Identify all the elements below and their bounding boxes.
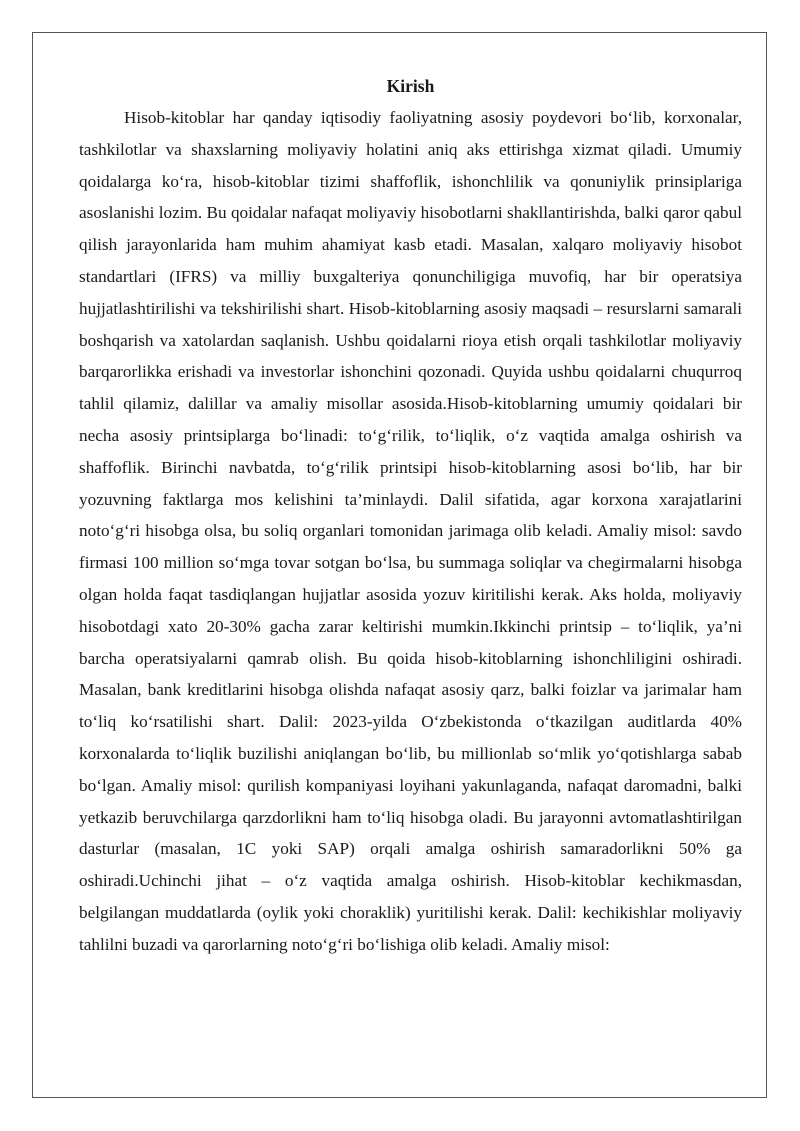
document-paragraph: Hisob-kitoblar har qanday iqtisodiy faoliyatning asosiy poydevori bo‘lib, korxonalar, tashkilotlar va shaxslarning moliyaviy holatini aniq aks ettirishga xizmat qiladi. Umumiy qoidalarga ko‘ra, hisob-kitoblar tizimi shaffoflik, ishonchlilik va qonuniylik prinsiplariga asoslanishi lozim. Bu qoidalar nafaqat moliyaviy hisobotlarni shakllantirishda, balki qaror qabul qilish jarayonlarida ham muhim ahamiyat kasb etadi. Masalan, xalqaro moliyaviy hisobot standartlari (IFRS) va milliy buxgalteriya qonunchiligiga muvofiq, har bir operatsiya hujjatlashtirilishi va tekshirilishi shart. Hisob-kitoblarning asosiy maqsadi – resurslarni samarali boshqarish va xatolardan saqlanish. Ushbu qoidalarni rioya etish orqali tashkilotlar moliyaviy barqarorlikka erishadi va investorlar ishonchini qozonadi. Quyida ushbu qoidalarni chuqurroq tahlil qilamiz, dalillar va amaliy misollar asosida.Hisob-kitoblarning umumiy qoidalari bir necha asosiy printsiplarga bo‘linadi: to‘g‘rilik, to‘liqlik, o‘z vaqtida amalga oshirish va shaffoflik. Birinchi navbatda, to‘g‘rilik printsipi hisob-kitoblarning asosi bo‘lib, har bir yozuvning faktlarga mos kelishini ta’minlaydi. Dalil sifatida, agar korxona xarajatlarini noto‘g‘ri hisobga olsa, bu soliq organlari tomonidan jarimaga olib keladi. Amaliy misol: savdo firmasi 100 million so‘mga tovar sotgan bo‘lsa, bu summaga soliqlar va chegirmalarni hisobga olgan holda faqat tasdiqlangan hujjatlar asosida yozuv kiritilishi kerak. Aks holda, moliyaviy hisobotdagi xato 20-30% gacha zarar keltirishi mumkin.Ikkinchi printsip – to‘liqlik, ya’ni barcha operatsiyalarni qamrab olish. Bu qoida hisob-kitoblarning ishonchliligini oshiradi. Masalan, bank kreditlarini hisobga olishda nafaqat asosiy qarz, balki foizlar va jarimalar ham to‘liq ko‘rsatilishi shart. Dalil: 2023-yilda O‘zbekistonda o‘tkazilgan auditlarda 40% korxonalarda to‘liqlik buzilishi aniqlangan bo‘lib, bu millionlab so‘mlik yo‘qotishlarga sabab bo‘lgan. Amaliy misol: qurilish kompaniyasi loyihani yakunlaganda, nafaqat daromadni, balki yetkazib beruvchilarga qarzdorlikni ham to‘liq hisobga oladi. Bu jarayonni avtomatlashtirilgan dasturlar (masalan, 1C yoki SAP) orqali amalga oshirish samaradorlikni 50% ga oshiradi.Uchinchi jihat – o‘z vaqtida amalga oshirish. Hisob-kitoblar kechikmasdan, belgilangan muddatlarda (oylik yoki choraklik) yuritilishi kerak. Dalil: kechikishlar moliyaviy tahlilni buzadi va qarorlarning noto‘g‘ri bo‘lishiga olib keladi. Amaliy misol: bbox=[79, 108, 742, 954]
document-title: Kirish bbox=[386, 76, 435, 96]
document-content bbox=[79, 70, 742, 961]
